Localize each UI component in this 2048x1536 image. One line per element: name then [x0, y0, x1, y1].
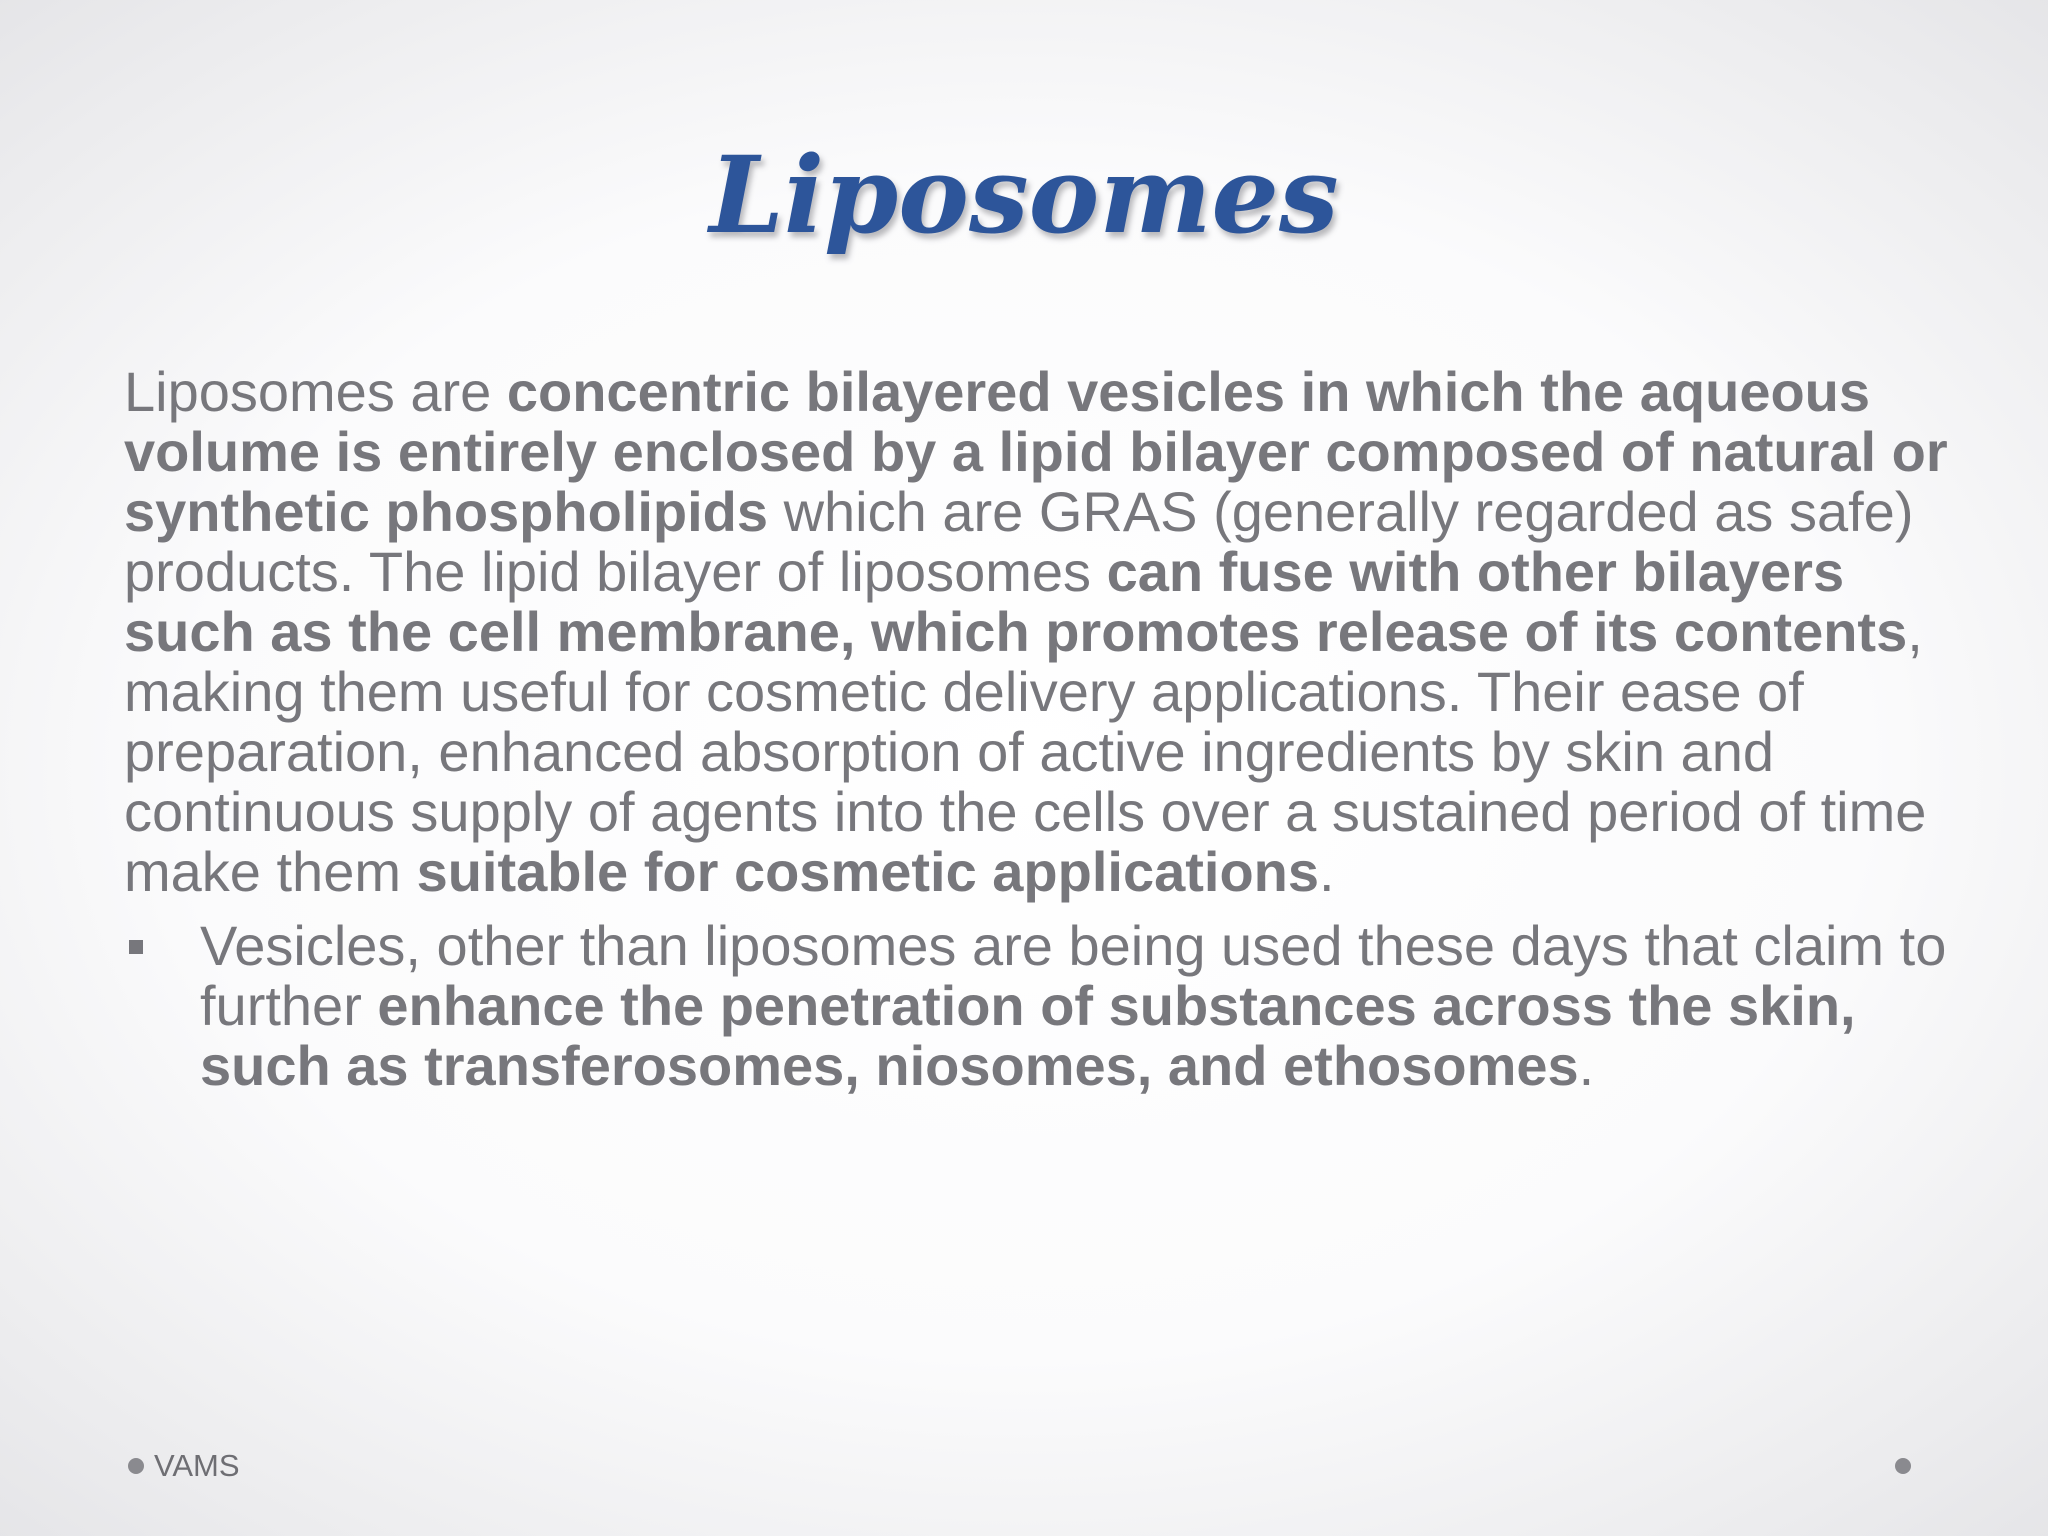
slide-footer	[128, 1446, 240, 1486]
slide-body	[124, 362, 1964, 1096]
paragraph-run-bold: can fuse with other bilayers such as the cell membrane, which promotes release of its contents	[124, 540, 1908, 663]
slide-title: Liposomes	[709, 132, 1339, 257]
paragraph-run: .	[1319, 840, 1335, 903]
footer-text: VAMS	[154, 1448, 240, 1483]
paragraph-run: , making them useful for cosmetic delivery applications. Their ease of preparation, enhanced absorption of active ingredients by skin and continuous supply of agents into the cells over a sustained period of time make them	[124, 600, 1927, 903]
bullet-item	[124, 916, 1964, 1096]
paragraph-run-bold: suitable for cosmetic applications	[416, 840, 1320, 903]
square-bullet-icon	[129, 940, 143, 954]
bullet-run: Vesicles, other than liposomes are being used these days that claim to further	[200, 914, 1947, 1037]
paragraph-run: which are GRAS (generally regarded as safe) products. The lipid bilayer of liposomes	[124, 480, 1914, 603]
bullet-run-bold: enhance the penetration of substances across the skin, such as transferosomes, niosomes, and ethosomes	[200, 974, 1856, 1097]
body-paragraph	[124, 362, 1964, 902]
paragraph-run: Liposomes are	[124, 360, 507, 423]
bullet-run: .	[1578, 1034, 1595, 1097]
footer-dot-right-icon	[1895, 1458, 1911, 1474]
footer-dot-icon	[128, 1458, 144, 1474]
bullet-text	[200, 916, 1964, 1096]
paragraph-run-bold: concentric bilayered vesicles in which the aqueous volume is entirely enclosed by a lipid bilayer composed of natural or synthetic phospholipids	[124, 360, 1948, 543]
